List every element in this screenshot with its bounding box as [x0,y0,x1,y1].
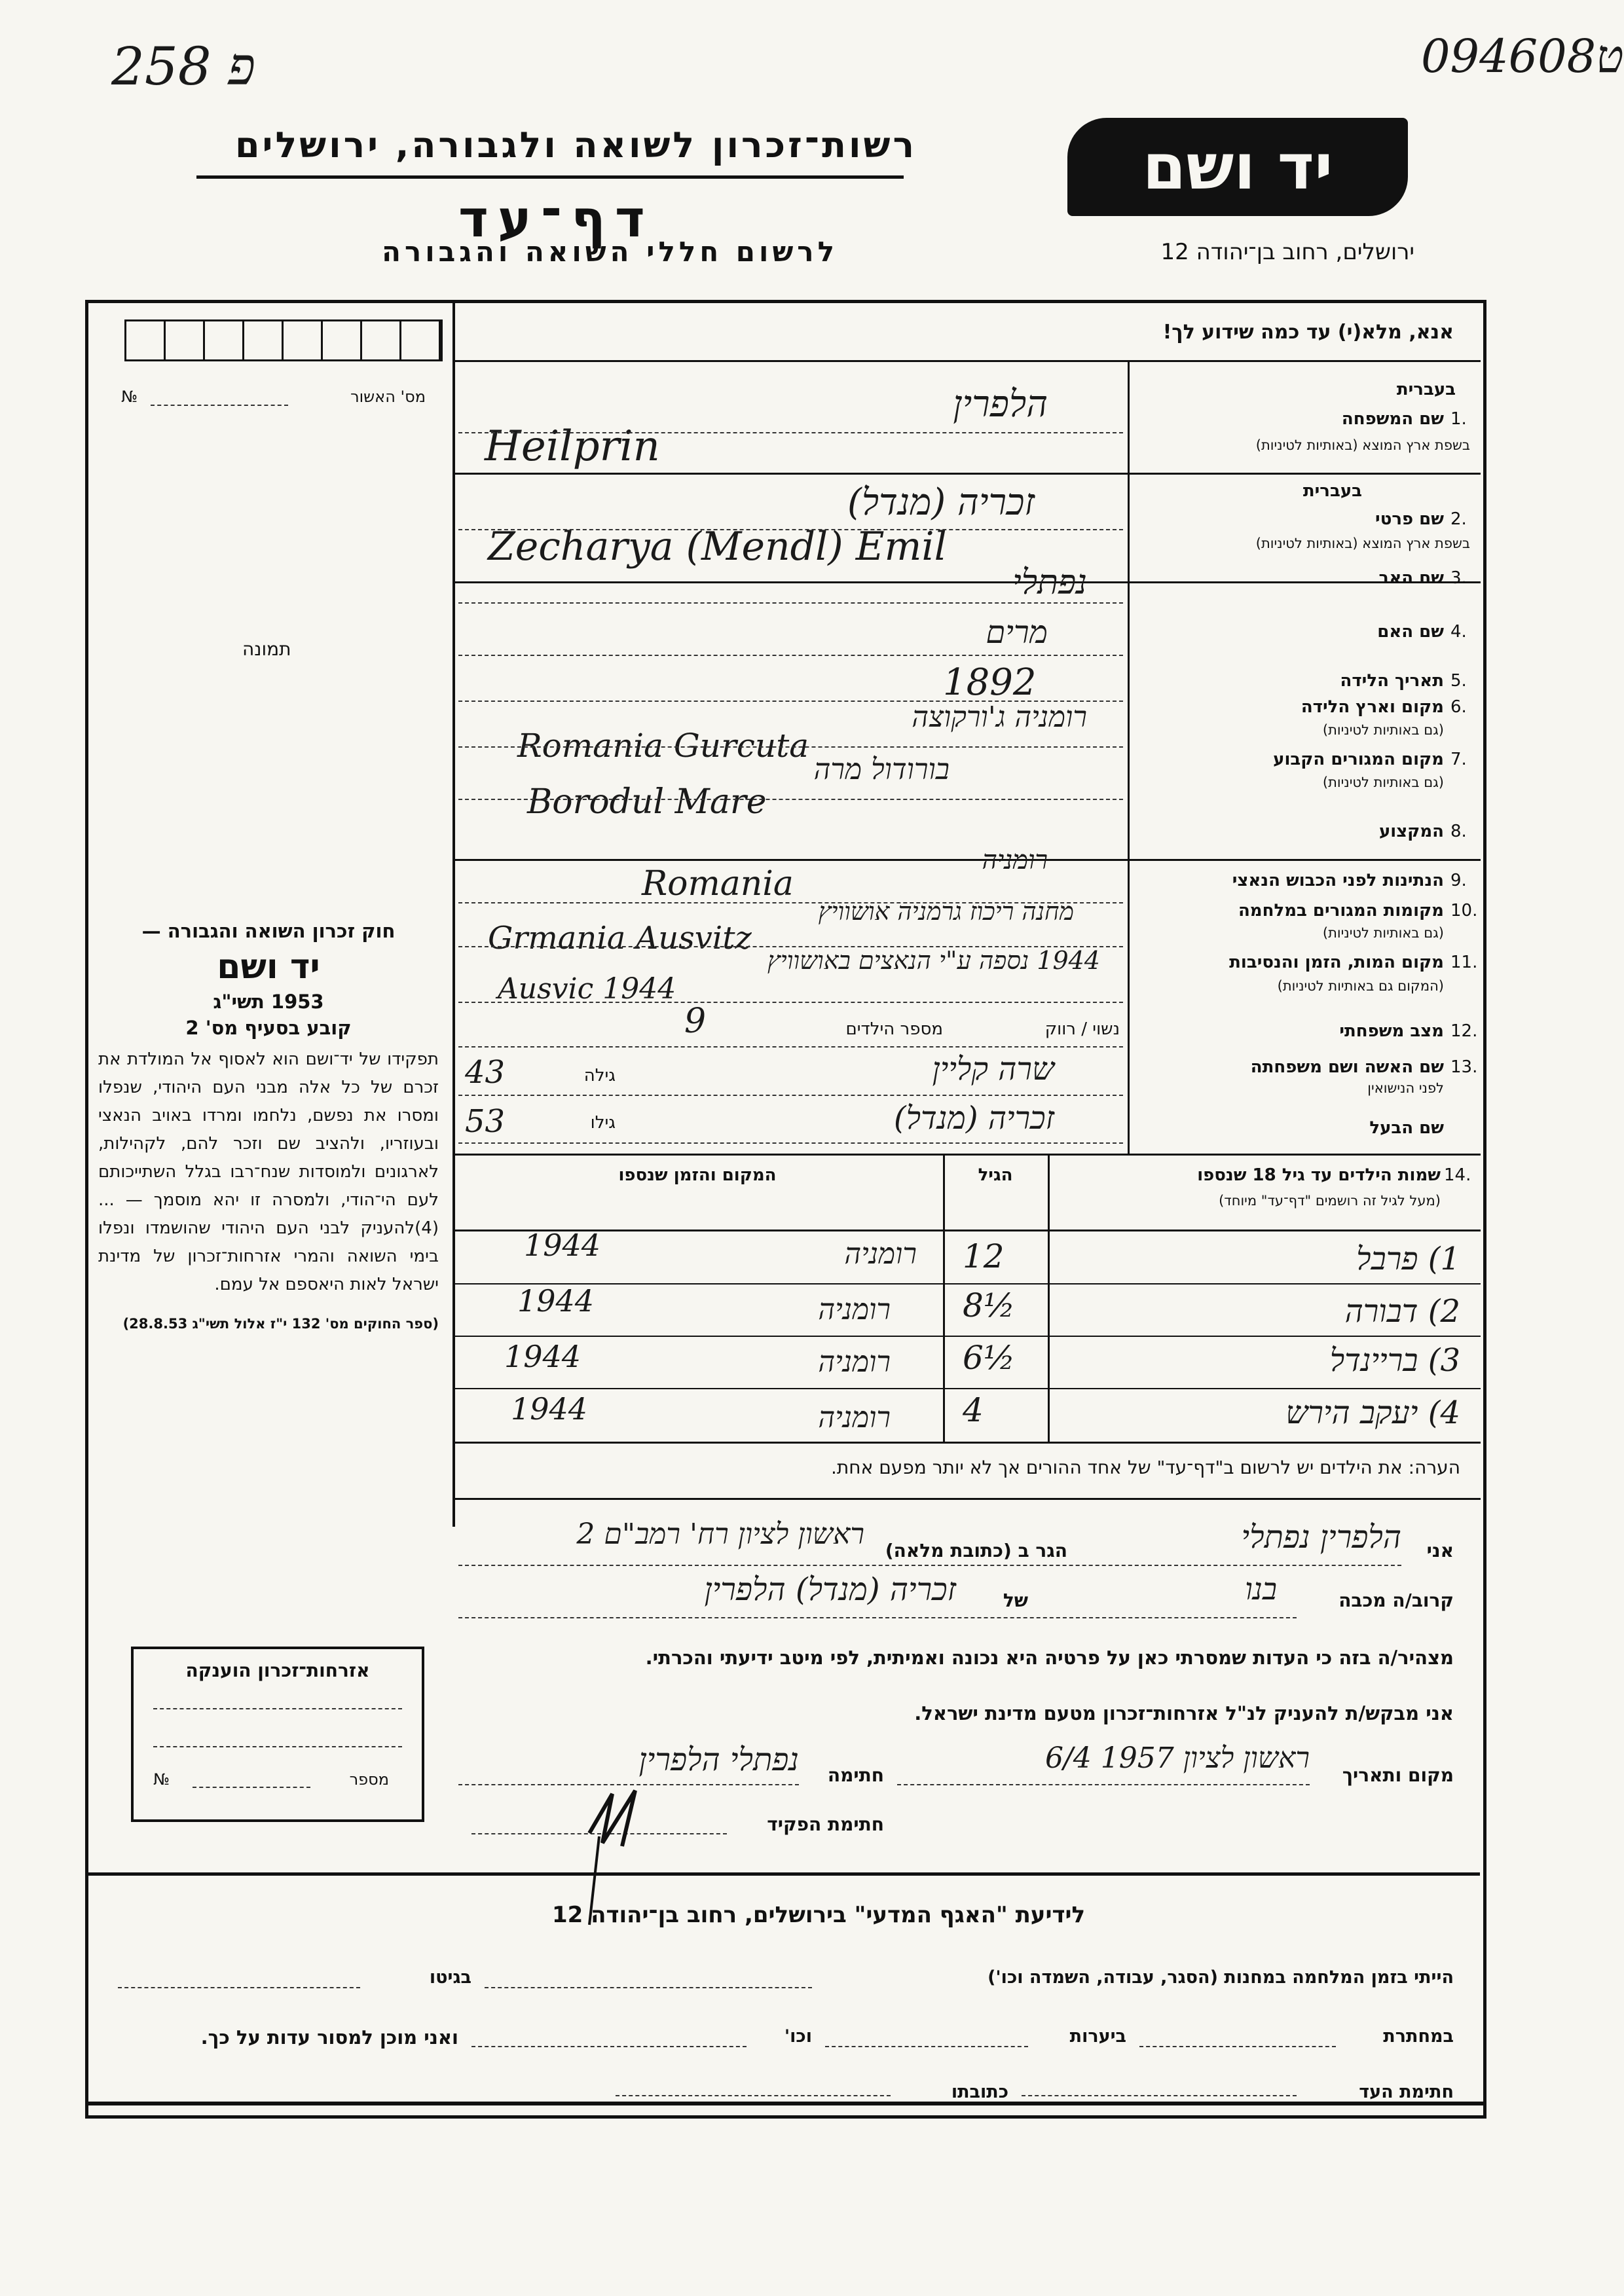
field-11-value-latin: Ausvic 1944 [498,972,676,1006]
approval-label: מס' האשור [350,388,426,406]
field-6-value-latin: Romania Gurcuta [517,727,809,765]
footer-line1-a: הייתי בזמן המלחמה במחנות (הסגר, עבודה, השמדה וכו') [987,1967,1454,1988]
law-body: תפקידו של יד־ושם הוא לאסוף אל המולדת את זכרם של כל אלה מבני העם היהודי, שנפלו ומסרו את נפשם, נלחמו ומרדו באויב הנאצי ובעוזריו, ולהציב שם וזכר להם, לקהילות, לארגונים ולמוסדות שנח־רבו בגלל השתייכותם לעם הי־הודי, ולמסרה זו יהא מוסמך — ...(4)להעניק לבני העם היהודי שהושמדו ונפלו בימי השואה והמרי אזרחות־זכרון של מדינת ישראל לאות היאספם אל עמם. [98,1049,439,1294]
children-bottom-sep [452,1442,1481,1444]
footer-line1-field-1 [485,1987,812,1988]
husband-label: שם הבעל [1369,1118,1444,1138]
child-2-name: 2) דבורה [1344,1293,1460,1330]
field-2-midline [458,529,1123,530]
child-2-year: 1944 [517,1283,595,1319]
child-4-year: 1944 [511,1391,588,1427]
field-13-sub: לפני הנישואין [1367,1080,1444,1096]
children-col-age: הגיל [978,1165,1013,1185]
citizenship-title: אזרחות־זכרון הוענקה [185,1660,370,1681]
decl-address: ראשון לציון רח' רמב"ם 2 [576,1518,864,1551]
footer-line2-field-3 [471,2046,747,2047]
field-8-label: המקצוע [1378,822,1444,841]
footer-line1-b: בגיטו [429,1967,471,1988]
left-column [88,302,455,1527]
field-9-num: 9. [1450,871,1467,890]
approval-no-sign: № [121,388,138,406]
decl-statement: מצהיר/ה בזה כי העדות שמסרתי כאן על פרטיה היא נכונה ואמיתית, לפי מיטב ידיעתי והכרתי. [645,1647,1454,1669]
corner-number-right: 09ט4608 [1421,29,1624,83]
footer-line1-field-2 [118,1987,360,1988]
footer-line2-c: וכו' [784,2026,812,2047]
field-4-line [458,655,1123,656]
law-clause: קובע בסעיף מס' 2 [185,1017,352,1039]
child-1-place: רומניה [844,1237,917,1271]
field-6-sub: (גם באותיות לטיניות) [1322,722,1444,738]
children-col-name-divider [1048,1154,1050,1442]
footer-line2-field-2 [825,2046,1028,2047]
note-bottom-line [452,1498,1481,1500]
field-7-label: מקום המגורים הקבוע [1273,750,1444,769]
field-13-value: שרה קליין [932,1051,1054,1087]
field-8-num: 8. [1450,822,1467,841]
child-3-place: רומניה [818,1345,891,1379]
approval-boxes [124,319,443,361]
field-13-age-value: 43 [465,1054,506,1091]
citizenship-no-sign: № [153,1770,170,1789]
field-3-line [458,602,1123,604]
label-column-divider [1128,360,1130,1154]
field-12-children-value: 9 [684,1002,707,1041]
footer-notice: לידיעת "האגף המדעי" בירושלים, רחוב בן־יהודה 12 [551,1902,1086,1928]
field-2-sub: בשפת ארץ המוצא (באותיות לטיניות) [1255,536,1470,551]
child-1-year: 1944 [524,1228,601,1263]
field-7-line [458,799,1123,800]
footer-line3-field-1 [1022,2095,1297,2096]
field-2-lang: בעברית [1302,481,1362,501]
row-sep-1 [452,473,1481,475]
field-10-value-he: מחנה ריכוז גרמניה אושוויץ [818,897,1074,926]
husband-value: זכריה (מנדל) [893,1100,1054,1137]
children-col-age-divider [943,1154,945,1442]
field-12-married-label: נשוי / רווק [1044,1019,1120,1039]
org-line: רשות־זכרון לשואה ולגבורה, ירושלים [234,124,917,166]
husband-age-value: 53 [465,1103,506,1140]
decl-resides-label: הגר ב (כתובת מלאה) [885,1540,1067,1561]
field-1-midline [458,432,1123,433]
field-13-age-label: גילה [583,1066,616,1085]
field-5-value: 1892 [943,661,1037,704]
field-10-sub: (גם באותיות לטיניות) [1322,925,1444,941]
instruction-text: אנא, מלא(י) עד כמה שידוע לך! [1162,321,1454,344]
decl-of-label: של [1003,1590,1028,1611]
decl-signature: נפתלי הלפרין [638,1741,799,1778]
field-7-sub: (גם באותיות לטיניות) [1322,774,1444,790]
decl-line-1 [458,1565,1401,1566]
field-2-num: 2. [1450,509,1467,529]
instruction-line [452,360,1481,362]
photo-label: תמונה [242,638,291,660]
decl-i-name: הלפרין נפתלי [1241,1519,1401,1556]
form-title: דף־עד [458,190,654,249]
field-11-sub: (המקום גם באותיות לטיניות) [1277,978,1444,994]
field-4-label: שם האם [1377,622,1444,642]
child-2-age: 8½ [963,1286,1016,1324]
child-3-name: 3) בריינדל [1329,1342,1460,1379]
field-9-value-he: רומניה [982,845,1048,875]
field-11-value-he: 1944 נספה ע"י הנאצים באושוויץ [767,946,1100,975]
form-subtitle: לרשום חללי השואה והגבורה [382,236,838,268]
husband-age-label: גילו [590,1113,616,1133]
field-12-children-label: מספר הילדים [845,1019,943,1039]
footer-line2-d: ואני מוכן למסור עדות על כך. [200,2026,458,2049]
law-org: יד ושם [217,947,320,987]
children-note: הערה: את הילדים יש לרשום ב"דף־עד" של אחד ההורים אך לא יותר מפעם אחת. [830,1457,1460,1478]
field-6-label: מקום וארץ הלידה [1301,697,1444,717]
child-3-year: 1944 [504,1339,581,1374]
decl-date-line [897,1784,1310,1785]
law-year: 1953 תשי"ג [213,991,324,1013]
husband-line [458,1142,1123,1144]
citizenship-number-label: מספר [349,1770,389,1789]
field-10-label: מקומות המגורים במלחמה [1238,901,1444,920]
field-1-lang: בעברית [1396,380,1456,399]
decl-i-label: אני [1426,1540,1454,1561]
decl-place-date: ראשון לציון 1957 6/4 [1044,1741,1310,1775]
field-10-num: 10. [1450,901,1478,920]
field-7-value-latin: Borodul Mare [527,782,767,822]
field-2-value-latin: Zecharya (Mendl) Emil [488,524,947,570]
field-1-num: 1. [1450,409,1467,429]
footer-line3-b: כתובתו [951,2082,1008,2102]
field-13-line [458,1095,1123,1096]
row-sep-13 [452,1154,1481,1156]
citizenship-line-2 [153,1746,402,1747]
field-3-label: שם האב [1378,568,1444,588]
field-5-num: 5. [1450,671,1467,691]
decl-of-name: זכריה (מנדל) הלפרין [704,1571,956,1608]
approval-line [151,405,288,406]
field-6-value-he: רומניה ג'ורקוצה [912,701,1087,734]
field-9-value-latin: Romania [642,864,794,903]
law-title: חוק זכרון השואה והגבורה — [141,920,396,942]
children-row-sep-3 [452,1388,1481,1389]
field-6-line [458,746,1123,748]
field-1-value-he: הלפרין [953,383,1048,426]
children-num: 14. [1444,1165,1471,1185]
field-10-value-latin: Grmania Ausvitz [488,920,752,957]
footer-line3-field-2 [616,2095,891,2096]
field-5-label: תאריך הלידה [1340,671,1444,691]
children-col-place: המקום והזמן שנספו [618,1165,777,1185]
child-4-place: רומניה [818,1401,891,1434]
children-sub: (מעל לגיל זה רושמים "דף־עד" מיוחד) [1219,1193,1441,1209]
header-address: ירושלים, רחוב בן־יהודה 12 [1160,239,1414,265]
field-13-label: שם האשה ושם משפחתה [1250,1057,1444,1077]
child-3-age: 6½ [963,1339,1016,1377]
law-block [98,920,439,1332]
child-1-age: 12 [963,1237,1005,1275]
children-title: שמות הילדים עד גיל 18 שנספו [1197,1165,1441,1185]
citizenship-line-1 [153,1708,402,1709]
child-2-place: רומניה [818,1293,891,1326]
decl-officer-label: חתימת הפקיד [767,1813,884,1835]
field-4-num: 4. [1450,622,1467,642]
field-1-label: שם המשפחה [1341,409,1444,429]
field-9-label: הנתינות לפני הכבוש הנאצי [1232,871,1444,890]
field-2-value-he: זכריה (מנדל) [847,481,1035,524]
child-4-name: 4) יעקב הירש [1285,1394,1460,1431]
field-1-sub: בשפת ארץ המוצא (באותיות לטיניות) [1255,437,1470,453]
children-row-sep-2 [452,1336,1481,1337]
corner-note-left: 258 פ [111,36,256,97]
field-13-num: 13. [1450,1057,1478,1077]
field-12-num: 12. [1450,1021,1478,1041]
footer-line3-a: חתימת העד [1359,2082,1454,2102]
field-7-value-he: בורודול מרה [813,753,950,786]
field-6-num: 6. [1450,697,1467,717]
decl-place-date-label: מקום ותאריך [1342,1764,1454,1786]
decl-request: אני מבקש/ת להעניק לנ"ל אזרחות־זכרון מטעם מדינת ישראל. [914,1702,1454,1724]
footer-top-line [88,1872,1480,1876]
decl-line-2 [458,1617,1297,1618]
frame-double-bottom [85,2102,1486,2105]
footer-line2-a: במחתרת [1383,2026,1454,2047]
field-11-label: מקום המות, הזמן והנסיבות [1229,953,1444,972]
decl-relation-label: קרוב/ה מכבה [1338,1590,1454,1611]
child-4-age: 4 [963,1391,984,1429]
citizenship-number-line [193,1787,310,1788]
footer-line2-b: ביערות [1069,2026,1126,2047]
footer-line2-field-1 [1139,2046,1336,2047]
field-7-num: 7. [1450,750,1467,769]
field-1-value-latin: Heilprin [485,422,660,471]
decl-relation: בנו [1245,1571,1277,1607]
field-4-value: מרים [986,614,1048,651]
field-12-label: מצב משפחתי [1339,1021,1444,1041]
children-row-sep-1 [452,1283,1481,1285]
org-underline [196,175,904,179]
field-11-num: 11. [1450,953,1478,972]
field-3-num: 3. [1450,568,1467,588]
yad-vashem-logo: יד ושם [1067,118,1408,216]
field-11-line [458,1002,1123,1003]
law-gazette: (ספר החוקים מס' 132 י"ז אלול תשי"ג 28.8.53) [122,1316,439,1332]
decl-signature-label: חתימה [827,1764,884,1786]
field-2-label: שם פרטי [1375,509,1444,529]
field-3-value: נפתלי [1012,563,1087,602]
children-header-sep [452,1230,1481,1231]
field-12-line [458,1046,1123,1048]
citizenship-box [131,1647,424,1822]
child-1-name: 1) פרבל [1356,1241,1460,1277]
